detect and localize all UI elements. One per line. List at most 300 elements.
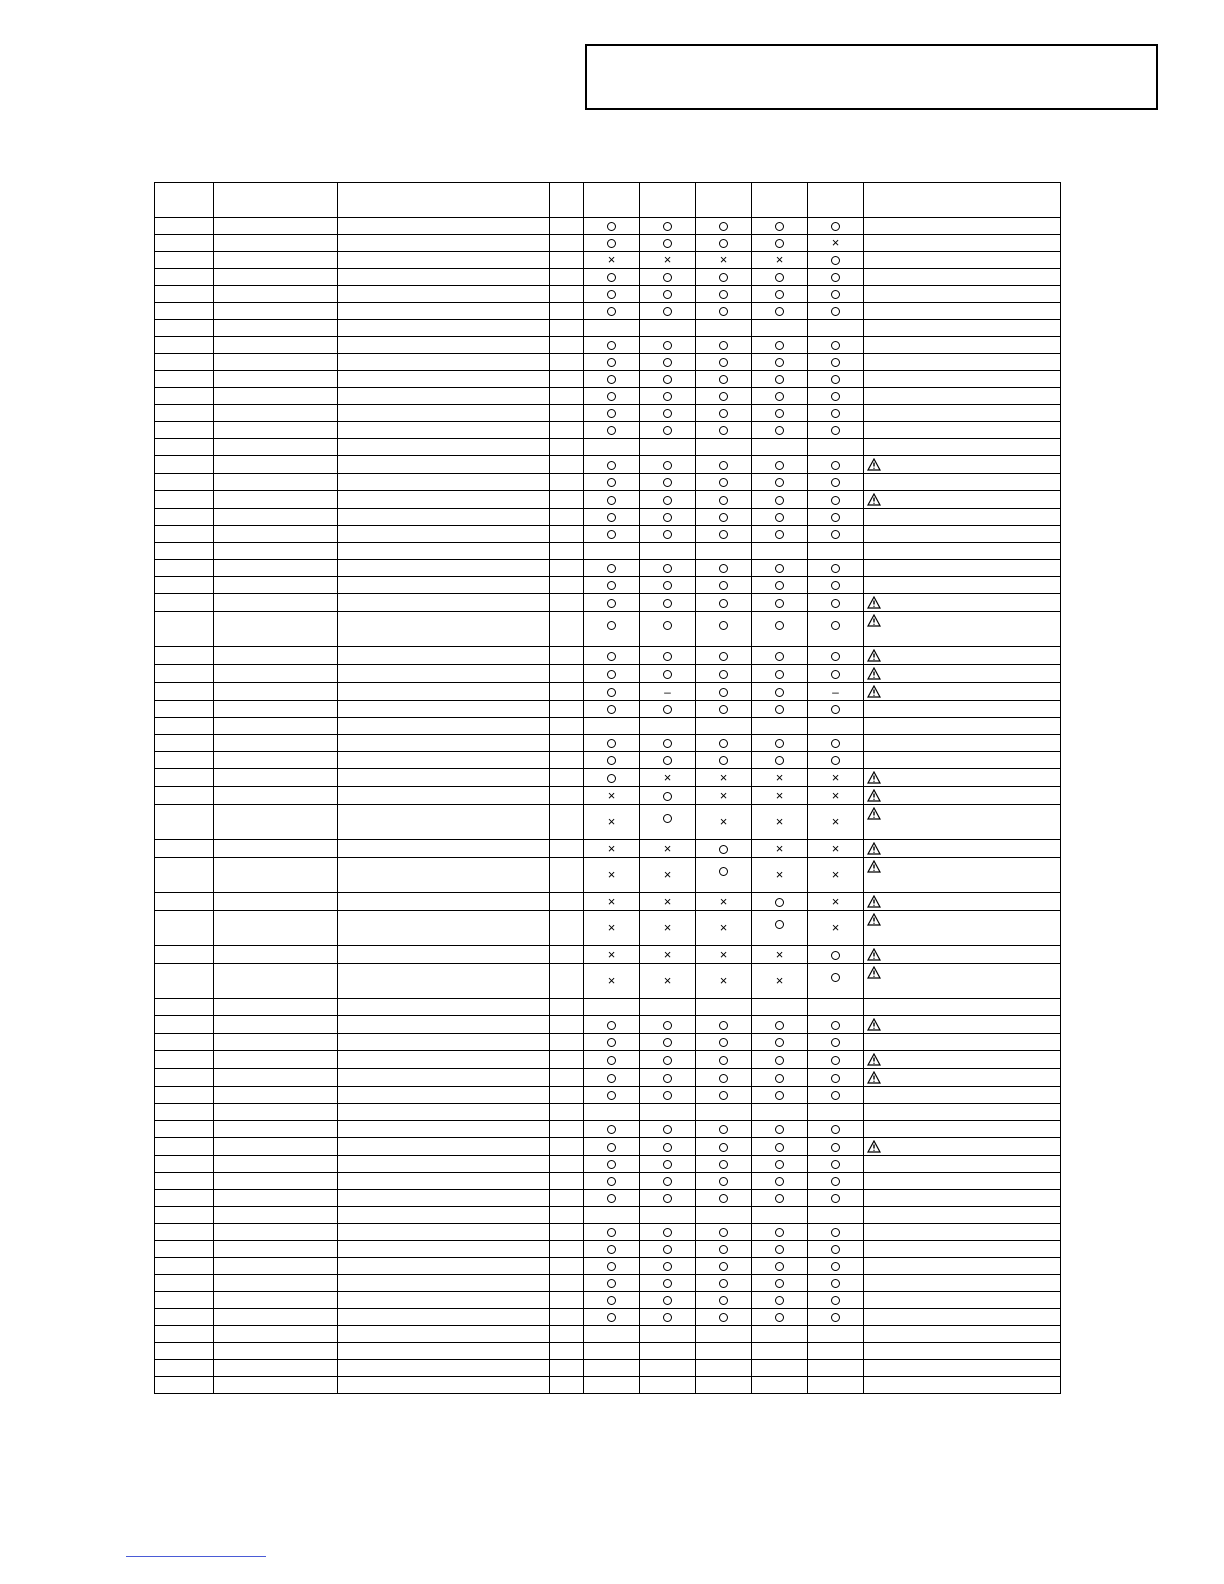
mark-cell bbox=[808, 1051, 864, 1069]
mark-cell bbox=[640, 269, 696, 286]
note-cell bbox=[864, 354, 1061, 371]
mark-cell bbox=[640, 647, 696, 665]
mark-cell bbox=[808, 701, 864, 718]
table-cell bbox=[214, 1377, 338, 1394]
note-cell bbox=[864, 1069, 1061, 1087]
circle-mark bbox=[775, 599, 784, 608]
note-cell bbox=[864, 612, 1061, 647]
table-cell bbox=[155, 1241, 214, 1258]
mark-cell bbox=[640, 769, 696, 787]
circle-mark bbox=[775, 920, 784, 929]
circle-mark bbox=[663, 273, 672, 282]
circle-mark bbox=[719, 1125, 728, 1134]
table-cell bbox=[214, 683, 338, 701]
table-cell bbox=[338, 752, 550, 769]
table-cell bbox=[338, 1360, 550, 1377]
circle-mark bbox=[719, 1143, 728, 1152]
mark-cell bbox=[584, 1377, 640, 1394]
table-cell bbox=[155, 1121, 214, 1138]
table-row bbox=[155, 320, 1061, 337]
circle-mark bbox=[663, 705, 672, 714]
mark-cell bbox=[640, 858, 696, 893]
mark-cell bbox=[752, 911, 808, 946]
table-cell bbox=[214, 1034, 338, 1051]
table-cell bbox=[214, 718, 338, 735]
mark-cell bbox=[808, 1121, 864, 1138]
table-row bbox=[155, 787, 1061, 805]
dash-mark: – bbox=[832, 684, 839, 699]
mark-cell bbox=[640, 1087, 696, 1104]
mark-cell bbox=[584, 683, 640, 701]
circle-mark bbox=[719, 1262, 728, 1271]
mark-cell bbox=[696, 805, 752, 840]
mark-cell bbox=[584, 1087, 640, 1104]
mark-cell bbox=[808, 1104, 864, 1121]
circle-mark bbox=[663, 1021, 672, 1030]
mark-cell bbox=[752, 805, 808, 840]
note-cell bbox=[864, 405, 1061, 422]
table-cell bbox=[550, 235, 584, 252]
table-cell bbox=[214, 665, 338, 683]
circle-mark bbox=[719, 341, 728, 350]
mark-cell bbox=[696, 577, 752, 594]
circle-mark bbox=[607, 307, 616, 316]
table-cell bbox=[338, 509, 550, 526]
note-cell bbox=[864, 303, 1061, 320]
circle-mark bbox=[831, 621, 840, 630]
mark-cell bbox=[808, 474, 864, 491]
note-cell bbox=[864, 1207, 1061, 1224]
table-cell bbox=[338, 235, 550, 252]
table-cell bbox=[155, 560, 214, 577]
circle-mark bbox=[719, 461, 728, 470]
table-cell bbox=[338, 354, 550, 371]
mark-cell bbox=[584, 439, 640, 456]
mark-cell bbox=[696, 1138, 752, 1156]
note-cell bbox=[864, 752, 1061, 769]
cross-mark: × bbox=[663, 252, 672, 268]
mark-cell bbox=[696, 303, 752, 320]
mark-cell bbox=[584, 388, 640, 405]
table-cell bbox=[338, 911, 550, 946]
note-cell bbox=[864, 1016, 1061, 1034]
table-cell bbox=[155, 456, 214, 474]
mark-cell bbox=[584, 1224, 640, 1241]
mark-cell bbox=[584, 1275, 640, 1292]
mark-cell bbox=[696, 388, 752, 405]
circle-mark bbox=[607, 222, 616, 231]
mark-cell bbox=[752, 1241, 808, 1258]
table-cell bbox=[550, 612, 584, 647]
mark-cell bbox=[640, 999, 696, 1016]
cross-mark: × bbox=[831, 814, 840, 830]
mark-cell bbox=[584, 422, 640, 439]
mark-cell bbox=[640, 354, 696, 371]
mark-cell bbox=[808, 354, 864, 371]
circle-mark bbox=[607, 341, 616, 350]
table-cell bbox=[338, 946, 550, 964]
table-cell bbox=[338, 701, 550, 718]
table-row bbox=[155, 805, 1061, 840]
mark-cell bbox=[696, 1121, 752, 1138]
mark-cell bbox=[584, 1121, 640, 1138]
table-cell bbox=[155, 526, 214, 543]
circle-mark bbox=[831, 1021, 840, 1030]
circle-mark bbox=[663, 1313, 672, 1322]
circle-mark bbox=[775, 739, 784, 748]
mark-cell bbox=[696, 1173, 752, 1190]
mark-cell bbox=[640, 1292, 696, 1309]
mark-cell bbox=[640, 509, 696, 526]
cross-mark: × bbox=[607, 787, 616, 803]
mark-cell bbox=[584, 1292, 640, 1309]
circle-mark bbox=[719, 652, 728, 661]
circle-mark bbox=[831, 222, 840, 231]
table-cell bbox=[338, 858, 550, 893]
table-cell bbox=[214, 474, 338, 491]
mark-cell bbox=[696, 286, 752, 303]
circle-mark bbox=[607, 239, 616, 248]
mark-cell bbox=[696, 1275, 752, 1292]
circle-mark bbox=[663, 756, 672, 765]
table-cell bbox=[214, 946, 338, 964]
mark-cell bbox=[640, 405, 696, 422]
warning-triangle-icon bbox=[867, 596, 881, 609]
mark-cell bbox=[752, 1360, 808, 1377]
circle-mark bbox=[719, 705, 728, 714]
mark-cell bbox=[584, 701, 640, 718]
mark-cell bbox=[696, 526, 752, 543]
table-cell bbox=[338, 1275, 550, 1292]
circle-mark bbox=[775, 375, 784, 384]
table-row bbox=[155, 1016, 1061, 1034]
cross-mark: × bbox=[663, 973, 672, 989]
mark-cell bbox=[752, 1207, 808, 1224]
table-cell bbox=[155, 1360, 214, 1377]
table-cell bbox=[338, 999, 550, 1016]
circle-mark bbox=[831, 256, 840, 265]
circle-mark bbox=[607, 705, 616, 714]
mark-cell bbox=[640, 252, 696, 269]
mark-cell bbox=[584, 1138, 640, 1156]
table-row bbox=[155, 858, 1061, 893]
cross-mark: × bbox=[663, 867, 672, 883]
table-cell bbox=[155, 1326, 214, 1343]
circle-mark bbox=[663, 1279, 672, 1288]
circle-mark bbox=[607, 409, 616, 418]
mark-cell bbox=[696, 911, 752, 946]
circle-mark bbox=[831, 1125, 840, 1134]
circle-mark bbox=[607, 290, 616, 299]
circle-mark bbox=[663, 1038, 672, 1047]
header-cell bbox=[155, 183, 214, 218]
mark-cell bbox=[584, 893, 640, 911]
circle-mark bbox=[663, 581, 672, 590]
note-cell bbox=[864, 474, 1061, 491]
table-row bbox=[155, 946, 1061, 964]
circle-mark bbox=[719, 670, 728, 679]
mark-cell bbox=[696, 320, 752, 337]
mark-cell bbox=[808, 1224, 864, 1241]
circle-mark bbox=[719, 496, 728, 505]
table-cell bbox=[155, 286, 214, 303]
note-cell bbox=[864, 320, 1061, 337]
circle-mark bbox=[663, 530, 672, 539]
table-cell bbox=[214, 1121, 338, 1138]
circle-mark bbox=[719, 621, 728, 630]
circle-mark bbox=[831, 564, 840, 573]
parts-table bbox=[154, 182, 1061, 1394]
mark-cell bbox=[808, 320, 864, 337]
mark-cell bbox=[696, 405, 752, 422]
circle-mark bbox=[663, 513, 672, 522]
circle-mark bbox=[663, 739, 672, 748]
circle-mark bbox=[663, 1125, 672, 1134]
circle-mark bbox=[607, 756, 616, 765]
circle-mark bbox=[775, 1160, 784, 1169]
warning-triangle-icon bbox=[867, 860, 881, 873]
mark-cell bbox=[640, 320, 696, 337]
table-row bbox=[155, 543, 1061, 560]
mark-cell bbox=[640, 594, 696, 612]
mark-cell bbox=[696, 858, 752, 893]
table-row bbox=[155, 456, 1061, 474]
mark-cell bbox=[584, 964, 640, 999]
table-cell bbox=[550, 491, 584, 509]
mark-cell bbox=[584, 1258, 640, 1275]
circle-mark bbox=[831, 599, 840, 608]
warning-triangle-icon bbox=[867, 966, 881, 979]
mark-cell bbox=[752, 337, 808, 354]
note-cell bbox=[864, 701, 1061, 718]
table-cell bbox=[338, 1016, 550, 1034]
mark-cell bbox=[808, 858, 864, 893]
note-cell bbox=[864, 735, 1061, 752]
table-cell bbox=[338, 543, 550, 560]
mark-cell bbox=[696, 964, 752, 999]
table-cell bbox=[155, 1190, 214, 1207]
mark-cell bbox=[584, 858, 640, 893]
mark-cell bbox=[808, 1190, 864, 1207]
circle-mark bbox=[607, 1160, 616, 1169]
table-cell bbox=[155, 405, 214, 422]
circle-mark bbox=[775, 1279, 784, 1288]
warning-triangle-icon bbox=[867, 895, 881, 908]
circle-mark bbox=[831, 670, 840, 679]
note-cell bbox=[864, 1309, 1061, 1326]
circle-mark bbox=[663, 621, 672, 630]
mark-cell bbox=[584, 1051, 640, 1069]
mark-cell bbox=[696, 1104, 752, 1121]
table-cell bbox=[155, 1173, 214, 1190]
table-cell bbox=[338, 252, 550, 269]
mark-cell bbox=[696, 1207, 752, 1224]
mark-cell bbox=[696, 718, 752, 735]
table-cell bbox=[214, 647, 338, 665]
circle-mark bbox=[607, 426, 616, 435]
mark-cell bbox=[752, 320, 808, 337]
warning-triangle-icon bbox=[867, 1140, 881, 1153]
cross-mark: × bbox=[607, 920, 616, 936]
mark-cell bbox=[808, 946, 864, 964]
mark-cell bbox=[584, 1309, 640, 1326]
table-cell bbox=[338, 683, 550, 701]
circle-mark bbox=[719, 1091, 728, 1100]
mark-cell bbox=[752, 405, 808, 422]
mark-cell bbox=[752, 787, 808, 805]
mark-cell bbox=[584, 1241, 640, 1258]
table-cell bbox=[155, 946, 214, 964]
mark-cell bbox=[696, 235, 752, 252]
mark-cell bbox=[696, 1051, 752, 1069]
circle-mark bbox=[775, 1245, 784, 1254]
table-row bbox=[155, 1051, 1061, 1069]
mark-cell bbox=[808, 840, 864, 858]
mark-cell bbox=[640, 1258, 696, 1275]
mark-cell bbox=[752, 1377, 808, 1394]
header-cell bbox=[550, 183, 584, 218]
circle-mark bbox=[607, 1074, 616, 1083]
table-cell bbox=[338, 735, 550, 752]
cross-mark: × bbox=[607, 814, 616, 830]
mark-cell bbox=[752, 1292, 808, 1309]
circle-mark bbox=[775, 239, 784, 248]
table-row bbox=[155, 1156, 1061, 1173]
circle-mark bbox=[831, 478, 840, 487]
table-cell bbox=[550, 665, 584, 683]
table-cell bbox=[155, 491, 214, 509]
note-cell bbox=[864, 999, 1061, 1016]
table-cell bbox=[214, 893, 338, 911]
mark-cell bbox=[752, 526, 808, 543]
header-cell bbox=[338, 183, 550, 218]
circle-mark bbox=[663, 426, 672, 435]
table-cell bbox=[155, 577, 214, 594]
circle-mark bbox=[775, 1074, 784, 1083]
circle-mark bbox=[831, 392, 840, 401]
mark-cell bbox=[696, 474, 752, 491]
table-cell bbox=[550, 1051, 584, 1069]
mark-cell bbox=[808, 769, 864, 787]
circle-mark bbox=[607, 358, 616, 367]
mark-cell bbox=[584, 1156, 640, 1173]
circle-mark bbox=[831, 1313, 840, 1322]
table-cell bbox=[550, 752, 584, 769]
mark-cell bbox=[640, 1343, 696, 1360]
cross-mark: × bbox=[719, 814, 728, 830]
mark-cell bbox=[584, 1034, 640, 1051]
mark-cell bbox=[584, 999, 640, 1016]
table-cell bbox=[214, 405, 338, 422]
table-cell bbox=[550, 1173, 584, 1190]
mark-cell bbox=[584, 456, 640, 474]
table-cell bbox=[214, 1104, 338, 1121]
cross-mark: × bbox=[831, 920, 840, 936]
mark-cell bbox=[752, 1275, 808, 1292]
table-cell bbox=[338, 1069, 550, 1087]
mark-cell bbox=[808, 1016, 864, 1034]
mark-cell bbox=[752, 840, 808, 858]
mark-cell bbox=[696, 560, 752, 577]
mark-cell bbox=[640, 718, 696, 735]
table-cell bbox=[550, 252, 584, 269]
table-cell bbox=[214, 911, 338, 946]
mark-cell bbox=[640, 665, 696, 683]
table-row bbox=[155, 491, 1061, 509]
mark-cell bbox=[584, 320, 640, 337]
table-cell bbox=[155, 1275, 214, 1292]
table-row bbox=[155, 701, 1061, 718]
mark-cell bbox=[584, 1016, 640, 1034]
mark-cell bbox=[640, 1377, 696, 1394]
mark-cell bbox=[752, 964, 808, 999]
table-cell bbox=[214, 320, 338, 337]
table-cell bbox=[214, 1360, 338, 1377]
table-cell bbox=[338, 1241, 550, 1258]
mark-cell bbox=[808, 647, 864, 665]
mark-cell bbox=[696, 1016, 752, 1034]
circle-mark bbox=[831, 341, 840, 350]
circle-mark bbox=[663, 478, 672, 487]
table-cell bbox=[155, 509, 214, 526]
circle-mark bbox=[607, 652, 616, 661]
table-row bbox=[155, 1377, 1061, 1394]
circle-mark bbox=[607, 1091, 616, 1100]
mark-cell bbox=[584, 405, 640, 422]
header-cell bbox=[584, 183, 640, 218]
warning-triangle-icon bbox=[867, 807, 881, 820]
note-cell bbox=[864, 577, 1061, 594]
table-cell bbox=[155, 354, 214, 371]
mark-cell bbox=[808, 594, 864, 612]
table-cell bbox=[338, 1326, 550, 1343]
cross-mark: × bbox=[719, 946, 728, 962]
warning-triangle-icon bbox=[867, 948, 881, 961]
mark-cell bbox=[808, 735, 864, 752]
table-cell bbox=[155, 1069, 214, 1087]
cross-mark: × bbox=[831, 893, 840, 909]
mark-cell bbox=[640, 1121, 696, 1138]
circle-mark bbox=[663, 392, 672, 401]
mark-cell bbox=[808, 787, 864, 805]
table-cell bbox=[550, 1224, 584, 1241]
cross-mark: × bbox=[719, 893, 728, 909]
circle-mark bbox=[775, 530, 784, 539]
mark-cell bbox=[696, 1326, 752, 1343]
circle-mark bbox=[775, 1021, 784, 1030]
circle-mark bbox=[831, 1074, 840, 1083]
warning-triangle-icon bbox=[867, 789, 881, 802]
circle-mark bbox=[719, 599, 728, 608]
circle-mark bbox=[607, 496, 616, 505]
mark-cell bbox=[640, 491, 696, 509]
mark-cell bbox=[640, 911, 696, 946]
note-cell bbox=[864, 456, 1061, 474]
circle-mark bbox=[719, 564, 728, 573]
mark-cell bbox=[696, 893, 752, 911]
table-cell bbox=[214, 999, 338, 1016]
table-row bbox=[155, 577, 1061, 594]
circle-mark bbox=[831, 1194, 840, 1203]
table-cell bbox=[214, 1275, 338, 1292]
mark-cell bbox=[584, 1343, 640, 1360]
mark-cell bbox=[808, 1034, 864, 1051]
note-cell bbox=[864, 252, 1061, 269]
circle-mark bbox=[607, 581, 616, 590]
mark-cell bbox=[808, 1292, 864, 1309]
circle-mark bbox=[831, 951, 840, 960]
table-cell bbox=[550, 1034, 584, 1051]
